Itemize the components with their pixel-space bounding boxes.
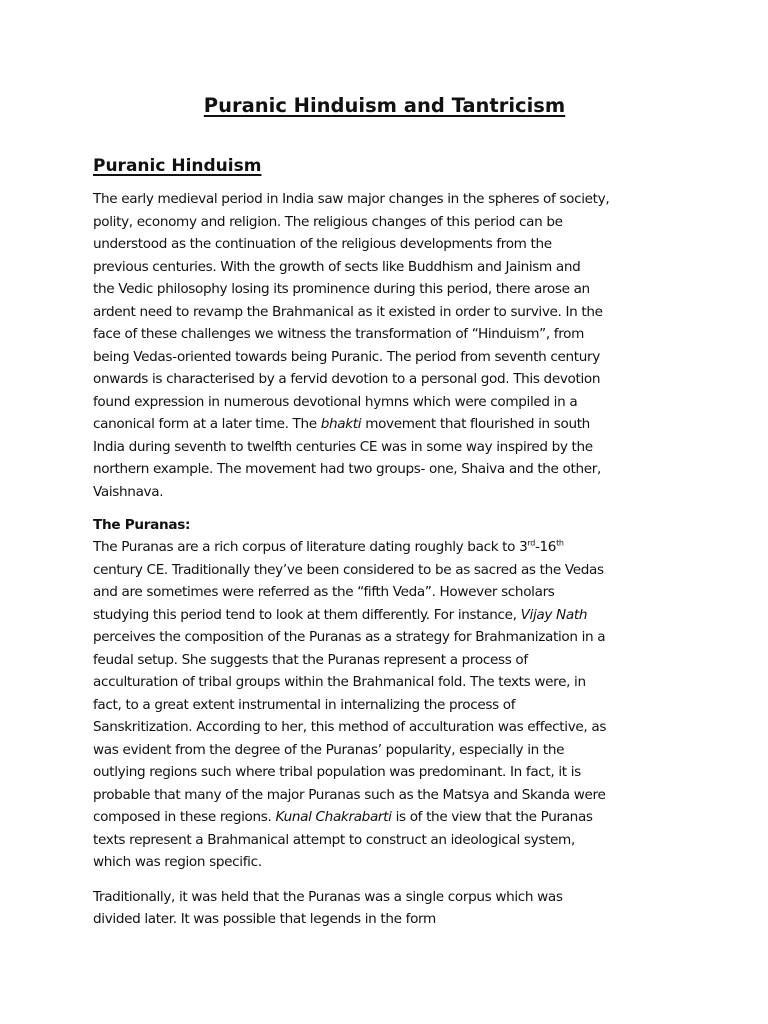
text-run: The Puranas are a rich corpus of literature dating roughly back to 3 (93, 539, 528, 555)
text-line: being Vedas-oriented towards being Puranic. The period from seventh century (93, 348, 600, 365)
text-line: acculturation of tribal groups within the Brahmanical fold. The texts were, in (93, 674, 586, 690)
text-line: The early medieval period in India saw major changes in the spheres of society, (93, 191, 610, 207)
ordinal-superscript: th (556, 538, 564, 548)
italic-name: Vijay Nath (520, 606, 588, 623)
text-line: was evident from the degree of the Puranas’ popularity, especially in the (93, 741, 565, 758)
text-run: is of the view that the Puranas (391, 809, 593, 825)
text-line: found expression in numerous devotional hymns which were compiled in a (93, 393, 578, 410)
text-line: which was region specific. (93, 854, 262, 870)
text-line (93, 536, 676, 559)
text-line: probable that many of the major Puranas such as the Matsya and Skanda were (93, 786, 606, 803)
section-heading: Puranic Hinduism (93, 156, 262, 176)
italic-term: bhakti (320, 416, 362, 432)
paragraph-tradition (93, 886, 676, 931)
text-line: onwards is characterised by a fervid devotion to a personal god. This devotion (93, 371, 601, 387)
text-line: and are sometimes were referred as the “fifth Veda”. However scholars (93, 584, 555, 600)
text-line: century CE. Traditionally they’ve been considered to be as sacred as the Vedas (93, 561, 604, 578)
text-line (93, 604, 676, 627)
text-line: ardent need to revamp the Brahmanical as it existed in order to survive. In the (93, 303, 603, 320)
text-line: texts represent a Brahmanical attempt to construct an ideological system, (93, 831, 575, 848)
ordinal-superscript: rd (527, 538, 535, 548)
italic-name: Kunal Chakrabarti (275, 809, 392, 825)
text-line: polity, economy and religion. The religious changes of this period can be (93, 213, 563, 230)
text-line: northern example. The movement had two groups- one, Shaiva and the other, (93, 461, 601, 477)
document-title: Puranic Hinduism and Tantricism (203, 94, 566, 117)
text-line: India during seventh to twelfth centuries CE was in some way inspired by the (93, 438, 593, 455)
text-line: face of these challenges we witness the transformation of “Hinduism”, from (93, 326, 585, 342)
text-line: Sanskritization. According to her, this method of acculturation was effective, as (93, 719, 607, 735)
text-line: previous centuries. With the growth of sects like Buddhism and Jainism and (93, 258, 581, 275)
text-line: understood as the continuation of the religious developments from the (93, 236, 552, 252)
text-run: -16 (534, 539, 557, 555)
paragraph-puranas (93, 536, 676, 874)
text-run: movement that flourished in south (361, 416, 590, 432)
text-run: canonical form at a later time. The (93, 416, 321, 432)
text-line: feudal setup. She suggests that the Puranas represent a process of (93, 651, 528, 668)
subheading-puranas: The Puranas: (93, 517, 191, 533)
text-line: outlying regions such where tribal population was predominant. In fact, it is (93, 764, 581, 780)
text-line: Traditionally, it was held that the Puranas was a single corpus which was (93, 888, 563, 905)
text-line: perceives the composition of the Puranas as a strategy for Brahmanization in a (93, 629, 606, 645)
paragraph-intro (93, 188, 676, 503)
text-line: Vaishnava. (93, 483, 164, 500)
text-line: divided later. It was possible that legends in the form (93, 911, 436, 927)
text-run: studying this period tend to look at them differently. For instance, (93, 606, 521, 623)
text-line: the Vedic philosophy losing its prominence during this period, there arose an (93, 281, 590, 297)
text-run: composed in these regions. (93, 809, 276, 825)
text-line (93, 413, 676, 436)
text-line (93, 806, 676, 829)
text-line: fact, to a great extent instrumental in internalizing the process of (93, 696, 516, 713)
